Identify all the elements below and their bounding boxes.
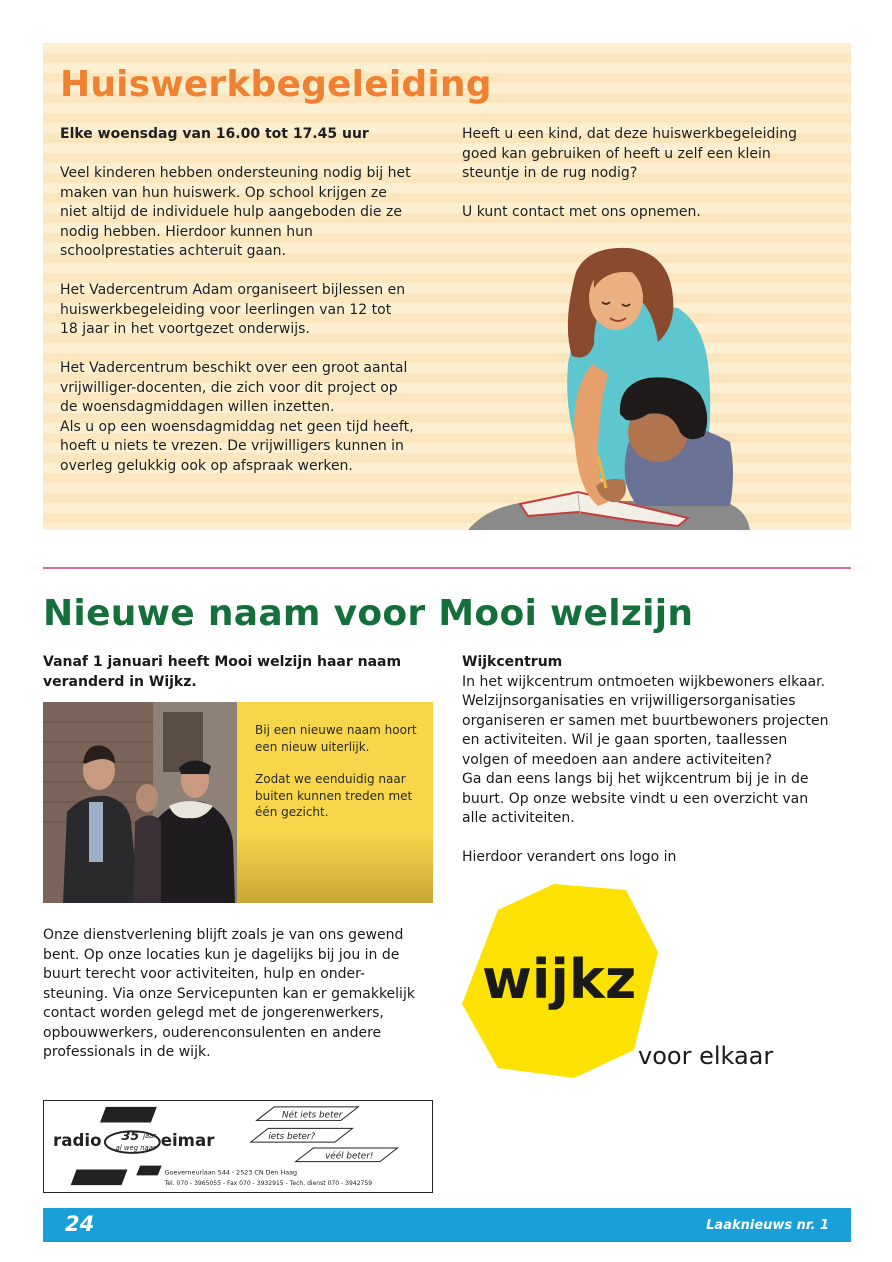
homework-contact: U kunt contact met ons opnemen. (462, 204, 701, 220)
rename-body: Onze dienstverlening blijft zoals je van ons gewend bent. Op onze locaties kun je dagelijks bij jou in de buurt terecht voor activiteiten, hulp en onder- steuning. Via onze Servicepunten kan er gemakkelijk contact worden gelegd met de jongerenwerkers, opbouwwerkers, ouderenconsulenten en andere professionals in de wijk. (43, 927, 415, 1060)
ad-badge-unit: jaar (143, 1132, 157, 1141)
radio-veimar-ad (43, 1100, 433, 1193)
mother-child-illustration (468, 244, 750, 530)
page-number: 24 (65, 1212, 95, 1236)
rename-right-column (462, 653, 852, 887)
homework-paragraph: Veel kinderen hebben ondersteuning nodig bij het maken van hun huiswerk. Op school krijgen ze niet altijd de individuele hulp aangeboden die ze nodig hebben. Hierdoor kunnen hun schoolprestaties achteruit gaan. (60, 165, 411, 259)
homework-paragraph: Heeft u een kind, dat deze huiswerkbegeleiding goed kan gebruiken of heeft u zelf een klein steuntje in de rug nodig? (462, 126, 798, 181)
yellow-box-text: Bij een nieuwe naam hoort een nieuw uiterlijk. (255, 723, 417, 754)
homework-title: Huiswerkbegeleiding (60, 64, 492, 105)
ad-badge-number: 35 (121, 1128, 140, 1144)
rename-yellow-box (237, 702, 433, 903)
ad-badge-sub: al weg naar (115, 1143, 156, 1152)
ad-tag-1: Nét iets beter (282, 1110, 343, 1121)
homework-right-column (462, 125, 832, 242)
ad-anniversary-badge (105, 1128, 160, 1153)
ad-brand-right: eimar (160, 1131, 215, 1151)
rename-title: Nieuwe naam voor Mooi welzijn (43, 593, 694, 634)
yellow-box-text: Zodat we eenduidig naar buiten kunnen treden met één gezicht. (255, 772, 413, 819)
section-divider (43, 567, 851, 569)
wijkcentrum-paragraph: In het wijkcentrum ontmoeten wijkbewoners elkaar. Welzijnsorganisaties en vrijwilligersorganisaties organiseren er samen met buurtbewoners projecten en activiteiten. Wil je gaan sporten, taallessen volgen of meedoen aan andere activiteiten? Ga dan eens langs bij het wijkcentrum bij je in de buurt. Op onze website vindt u een overzicht van alle activiteiten. (462, 673, 829, 826)
wijkz-logo (458, 880, 798, 1080)
rename-photo-block (43, 702, 433, 903)
magazine-name: Laaknieuws nr. 1 (706, 1218, 829, 1233)
rename-intro: Vanaf 1 januari heeft Mooi welzijn haar naam veranderd in Wijkz. (43, 654, 402, 690)
people-photo (43, 702, 237, 903)
ad-tag-2: iets beter? (268, 1132, 316, 1143)
ad-tag-3: véél beter! (325, 1151, 374, 1162)
homework-paragraph: Het Vadercentrum Adam organiseert bijlessen en huiswerkbegeleiding voor leerlingen van 12 tot 18 jaar in het voortgezet onderwijs. (60, 282, 406, 337)
ad-address: Goeverneurlaan 544 - 2523 CN Den Haag (164, 1169, 298, 1177)
page-footer (43, 1208, 851, 1242)
homework-paragraph: Het Vadercentrum beschikt over een groot aantal vrijwilliger-docenten, die zich voor dit project op de woensdagmiddagen willen inzetten. Als u op een woensdagmiddag net geen tijd heeft, hoeft u niets te vrezen. De vrijwilligers kunnen in overleg gelukkig ook op afspraak werken. (60, 360, 414, 474)
wijkz-logo-word: wijkz (482, 948, 637, 1011)
homework-left-column (60, 125, 435, 496)
wijkz-logo-tagline: voor elkaar (638, 1042, 774, 1070)
ad-phones: Tel. 070 - 3965055 - Fax 070 - 3932915 - Tech. dienst 070 - 3942759 (164, 1180, 373, 1188)
logo-intro-text: Hierdoor verandert ons logo in (462, 849, 677, 865)
homework-schedule: Elke woensdag van 16.00 tot 17.45 uur (60, 126, 369, 142)
wijkcentrum-heading: Wijkcentrum (462, 654, 563, 670)
ad-brand-left: radio (53, 1131, 102, 1151)
